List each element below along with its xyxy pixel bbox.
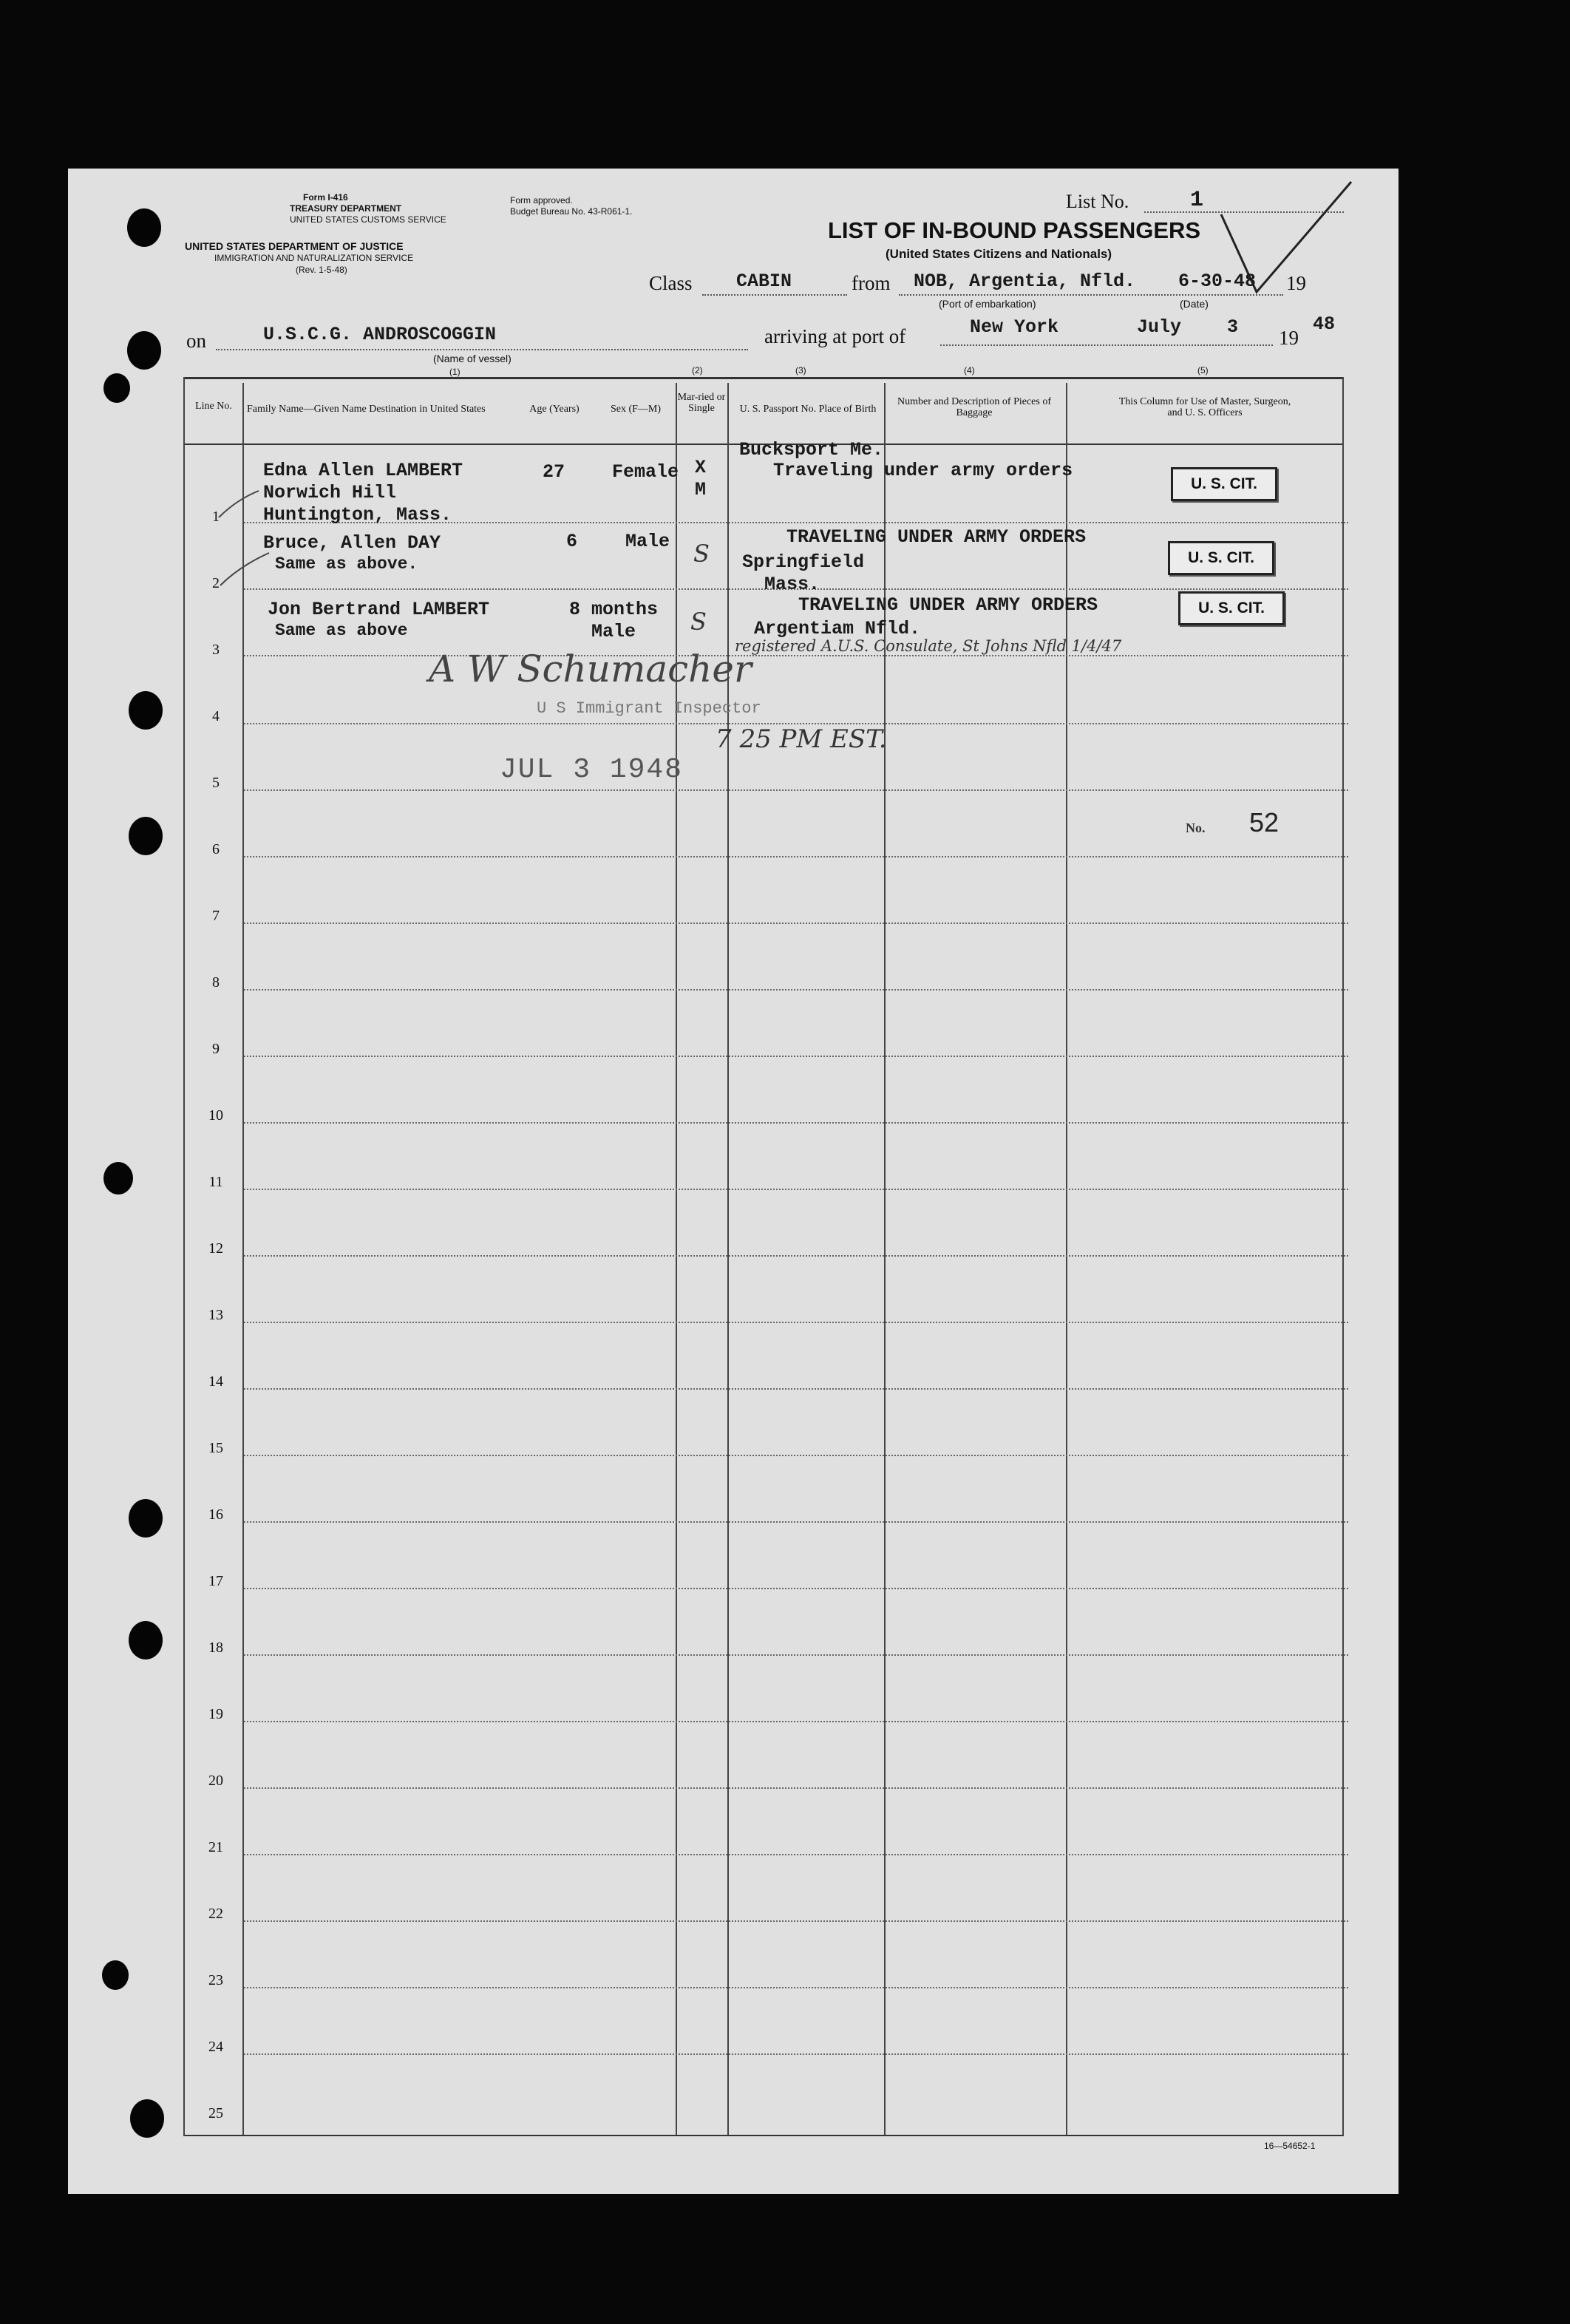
married-divider-right [727, 383, 729, 2135]
arrival-time: 7 25 PM EST. [716, 724, 887, 754]
class-line [702, 294, 847, 296]
ins-line: IMMIGRATION AND NATURALIZATION SERVICE [214, 253, 414, 263]
line-number: 3 [212, 642, 220, 658]
line-no-divider [242, 383, 244, 2135]
table-top-rule [183, 377, 1344, 379]
punch-hole [129, 817, 163, 855]
row-rule [244, 1920, 1348, 1922]
line-number: 16 [208, 1506, 223, 1523]
bracket-mark-icon [214, 489, 281, 608]
col-4-number: (4) [964, 365, 975, 376]
line-number: 24 [208, 2039, 223, 2055]
justice-line: UNITED STATES DEPARTMENT OF JUSTICE [185, 240, 404, 252]
col-2-number: (2) [692, 365, 703, 376]
row-rule [244, 1721, 1348, 1722]
arrival-line [940, 344, 1273, 346]
header-officers: This Column for Use of Master, Surgeon, and U. S. Officers [1118, 396, 1291, 418]
table-right-border [1342, 377, 1344, 2136]
header-line-no: Line No. [195, 401, 232, 412]
punch-hole [102, 1960, 129, 1990]
row-rule [244, 1189, 1348, 1190]
passenger-destination: Same as above [275, 621, 408, 640]
punch-hole [127, 331, 161, 370]
line-number: 1 [212, 509, 220, 525]
inspector-signature: A W Schumacher [429, 648, 752, 690]
row-rule [244, 856, 1348, 857]
passenger-birthplace: Argentiam Nfld. [754, 618, 921, 639]
passenger-birthplace: Mass. [764, 574, 820, 595]
passenger-destination: Norwich Hill [263, 482, 397, 503]
punch-hole [127, 208, 161, 247]
passenger-note: TRAVELING UNDER ARMY ORDERS [786, 526, 1087, 548]
line-number: 9 [212, 1041, 220, 1057]
form-title: LIST OF IN-BOUND PASSENGERS [828, 217, 1201, 243]
header-married: Mar-ried or Single [677, 392, 726, 414]
passenger-age: 8 months [569, 599, 659, 620]
row-rule [244, 1854, 1348, 1855]
row-rule [244, 1521, 1348, 1523]
consulate-note: registered A.U.S. Consulate, St Johns Nfld 1/4/47 [735, 637, 1122, 655]
table-bottom-rule [183, 2135, 1344, 2136]
row-rule [244, 789, 1348, 791]
passenger-destination: Huntington, Mass. [263, 504, 452, 526]
citizen-stamp: U. S. CIT. [1171, 467, 1277, 501]
line-number: 6 [212, 841, 220, 857]
inspector-title: U S Immigrant Inspector [537, 699, 761, 718]
row-rule [244, 1787, 1348, 1789]
passenger-marital: S [693, 540, 710, 568]
row-rule [244, 1455, 1348, 1456]
vessel-line [216, 349, 748, 350]
passenger-name: Edna Allen LAMBERT [263, 460, 463, 481]
from-value: NOB, Argentia, Nfld. [914, 271, 1136, 292]
line-number: 4 [212, 708, 220, 724]
on-label: on [186, 330, 206, 352]
punch-hole [103, 373, 130, 403]
passenger-sex: Male [625, 531, 670, 552]
from-label: from [852, 272, 891, 294]
row-rule [244, 1122, 1348, 1124]
citizen-stamp: U. S. CIT. [1168, 541, 1274, 575]
passenger-name: Jon Bertrand LAMBERT [268, 599, 490, 620]
row-rule [244, 655, 1348, 656]
passenger-marital: M [695, 479, 707, 500]
passenger-count: 52 [1249, 807, 1280, 837]
line-number: 8 [212, 974, 220, 991]
row-rule [244, 1388, 1348, 1390]
class-value: CABIN [736, 271, 792, 292]
passenger-birthplace: Springfield [742, 551, 865, 573]
passenger-destination: Same as above. [275, 554, 418, 574]
class-label: Class [649, 272, 693, 294]
line-number: 11 [208, 1174, 223, 1190]
col-3-number: (3) [795, 365, 806, 376]
row-rule [244, 2053, 1348, 2055]
line-number: 5 [212, 775, 220, 791]
from-line [899, 294, 1283, 296]
passenger-marital: X [695, 457, 707, 478]
budget-line: Budget Bureau No. 43-R061-1. [510, 206, 633, 217]
row-rule [244, 1322, 1348, 1323]
row-rule [244, 1588, 1348, 1589]
revision-line: (Rev. 1-5-48) [296, 265, 347, 275]
header-passport: U. S. Passport No. Place of Birth [739, 404, 877, 415]
departure-date: 6-30-48 [1178, 271, 1257, 292]
arrival-day: 3 [1227, 316, 1239, 338]
port-embark-caption: (Port of embarkation) [939, 298, 1036, 310]
row-rule [244, 989, 1348, 991]
line-number: 12 [208, 1240, 223, 1257]
punch-hole [130, 2099, 164, 2138]
col-1-number: (1) [449, 367, 461, 377]
arrival-year: 48 [1313, 313, 1336, 335]
arrival-year-prefix: 19 [1279, 327, 1299, 349]
row-rule [244, 1255, 1348, 1257]
count-prefix: No. [1186, 820, 1206, 835]
row-rule [244, 1654, 1348, 1656]
approval-line: Form approved. [510, 195, 573, 205]
line-number: 2 [212, 575, 220, 591]
punch-hole [103, 1162, 133, 1195]
header-age: Age (Years) [529, 404, 580, 415]
header-baggage: Number and Description of Pieces of Baggage [897, 396, 1051, 418]
line-number: 23 [208, 1972, 223, 1988]
line-number: 22 [208, 1906, 223, 1922]
citizen-stamp: U. S. CIT. [1178, 591, 1285, 625]
punch-hole [129, 1499, 163, 1538]
passenger-note: TRAVELING UNDER ARMY ORDERS [798, 594, 1098, 616]
passenger-note: Traveling under army orders [773, 460, 1073, 481]
line-number: 13 [208, 1307, 223, 1323]
header-name: Family Name—Given Name Destination in United States [247, 404, 486, 415]
form-subtitle: (United States Citizens and Nationals) [886, 247, 1112, 261]
line-number: 21 [208, 1839, 223, 1855]
list-no-label: List No. [1066, 191, 1129, 212]
row-rule [244, 923, 1348, 924]
vessel-caption: (Name of vessel) [433, 353, 512, 364]
year-prefix: 19 [1286, 272, 1306, 294]
table-left-border [183, 377, 185, 2136]
line-number: 25 [208, 2105, 223, 2121]
form-code: 16—54652-1 [1264, 2141, 1316, 2151]
line-number: 7 [212, 908, 220, 924]
line-number: 19 [208, 1706, 223, 1722]
header-sex: Sex (F—M) [610, 404, 662, 415]
line-number: 20 [208, 1773, 223, 1789]
passenger-sex: Female [612, 461, 679, 483]
date-stamp: JUL 3 1948 [500, 754, 684, 786]
passenger-age: 27 [543, 461, 565, 483]
married-divider-left [676, 383, 677, 2135]
passenger-birthplace: Bucksport Me. [739, 439, 884, 461]
punch-hole [129, 1621, 163, 1659]
passenger-age: 6 [566, 531, 578, 552]
form-number: Form I-416 [303, 192, 348, 203]
line-number: 15 [208, 1440, 223, 1456]
line-number: 18 [208, 1640, 223, 1656]
line-number: 10 [208, 1107, 223, 1124]
line-number: 17 [208, 1573, 223, 1589]
punch-hole [129, 691, 163, 730]
arrival-month: July [1137, 316, 1182, 338]
line-number: 14 [208, 1373, 223, 1390]
row-rule [244, 1987, 1348, 1988]
passenger-sex: Male [591, 621, 636, 642]
col-5-number: (5) [1197, 365, 1209, 376]
customs-line: UNITED STATES CUSTOMS SERVICE [290, 214, 446, 225]
list-no-value: 1 [1190, 188, 1204, 213]
passenger-marital: S [690, 608, 707, 636]
arrival-port: New York [970, 316, 1059, 338]
passenger-name: Bruce, Allen DAY [263, 532, 441, 554]
row-rule [244, 1056, 1348, 1057]
arriving-label: arriving at port of [764, 325, 906, 347]
date-caption: (Date) [1180, 298, 1209, 310]
department-line: TREASURY DEPARTMENT [290, 203, 402, 214]
vessel-name: U.S.C.G. ANDROSCOGGIN [263, 324, 497, 345]
